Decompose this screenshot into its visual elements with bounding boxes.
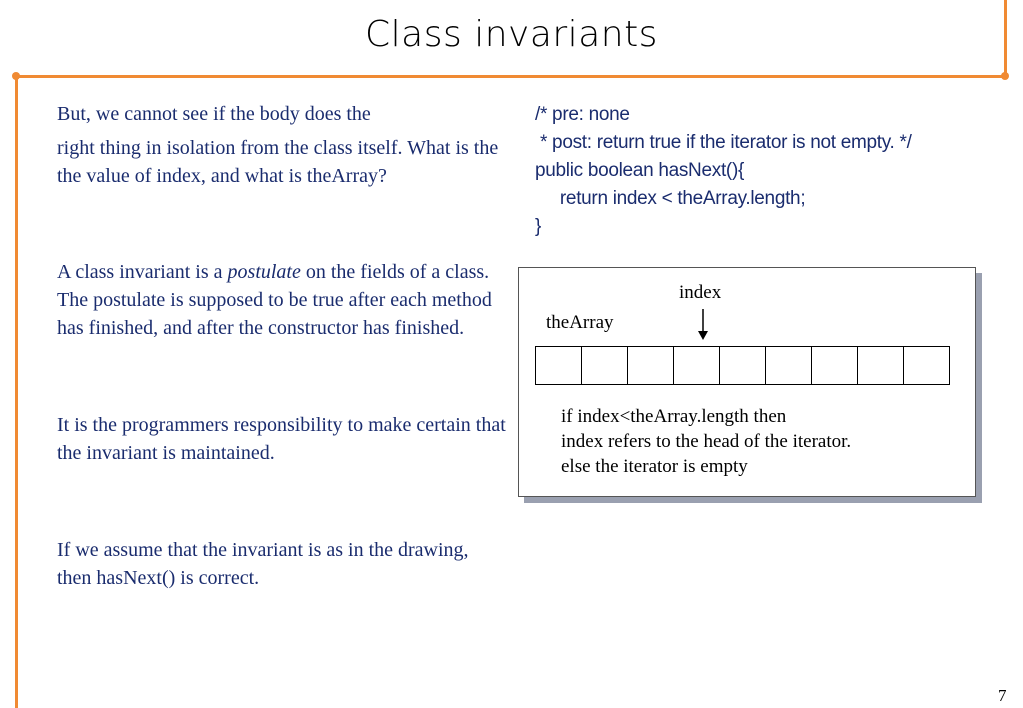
corner-dot-right xyxy=(1001,72,1009,80)
paragraph-body-isolation-rest: right thing in isolation from the class itself. What is the the value of index, and what is theArray? xyxy=(57,137,499,187)
array-cell xyxy=(536,346,582,385)
page-number: 7 xyxy=(998,686,1007,705)
slide-title: Class invariants xyxy=(365,14,658,55)
invariant-diagram xyxy=(518,267,976,497)
right-border-line xyxy=(1004,0,1007,78)
paragraph-body-isolation xyxy=(57,100,507,190)
invariant-text-before: A class invariant is a xyxy=(57,261,228,283)
array-cell xyxy=(582,346,628,385)
left-border-line xyxy=(15,75,18,708)
paragraph-body-isolation-line1: But, we cannot see if the body does the xyxy=(57,103,371,125)
paragraph-conclusion: If we assume that the invariant is as in the drawing, then hasNext() is correct. xyxy=(57,539,469,589)
invariant-note xyxy=(561,404,851,479)
thearray-label: theArray xyxy=(546,312,614,333)
note-line: else the iterator is empty xyxy=(561,456,748,477)
corner-dot-left xyxy=(12,72,20,80)
array-cell xyxy=(766,346,812,385)
array-cell xyxy=(858,346,904,385)
array-cell xyxy=(812,346,858,385)
title-underline xyxy=(15,75,1007,78)
array-cell xyxy=(674,346,720,385)
array-cells xyxy=(535,346,950,385)
code-line: /* pre: none xyxy=(535,104,630,125)
invariant-text-after: on the fields of a class. The postulate is supposed to be true after each method has finished, and after the constructor has finished. xyxy=(57,261,492,339)
array-cell xyxy=(628,346,674,385)
postulate-emphasis: postulate xyxy=(227,261,301,283)
note-line: if index<theArray.length then xyxy=(561,406,787,427)
down-arrow-icon xyxy=(697,309,709,341)
array-cell xyxy=(720,346,766,385)
code-block xyxy=(535,101,995,241)
index-label: index xyxy=(679,282,722,303)
code-line: } xyxy=(535,216,542,237)
paragraph-responsibility: It is the programmers responsibility to make certain that the invariant is maintained. xyxy=(57,414,506,464)
paragraph-invariant-definition xyxy=(57,258,507,342)
code-line: * post: return true if the iterator is not empty. */ xyxy=(535,132,912,153)
code-line: public boolean hasNext(){ xyxy=(535,160,745,181)
note-line: index refers to the head of the iterator. xyxy=(561,431,852,452)
array-cell xyxy=(904,346,950,385)
code-line: return index < theArray.length; xyxy=(535,188,806,209)
